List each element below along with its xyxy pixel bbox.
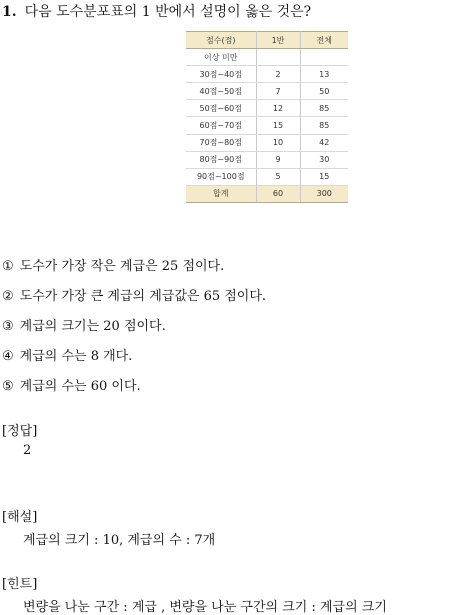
option-marker: ③ bbox=[2, 319, 14, 334]
table-row bbox=[186, 49, 348, 66]
table-header-row bbox=[186, 32, 348, 49]
table-cell: 42 bbox=[300, 134, 348, 151]
table-cell: 9 bbox=[256, 151, 300, 168]
table-cell: 90점~100점 bbox=[186, 168, 256, 185]
table-row bbox=[186, 168, 348, 185]
table-cell: 60점~70점 bbox=[186, 117, 256, 134]
hint-label: [힌트] bbox=[2, 577, 38, 592]
table-cell: 15 bbox=[300, 168, 348, 185]
table-cell bbox=[256, 49, 300, 66]
table-header-cell: 1반 bbox=[256, 32, 300, 49]
table-cell: 80점~90점 bbox=[186, 151, 256, 168]
table-row bbox=[186, 151, 348, 168]
answer-label: [정답] bbox=[2, 424, 38, 439]
table-cell: 40점~50점 bbox=[186, 83, 256, 100]
table-cell: 7 bbox=[256, 83, 300, 100]
table-cell: 85 bbox=[300, 100, 348, 117]
table-header-cell: 점수(점) bbox=[186, 32, 256, 49]
table-cell: 15 bbox=[256, 117, 300, 134]
option-text: 계급의 수는 60 이다. bbox=[19, 379, 141, 394]
table-cell: 30점~40점 bbox=[186, 66, 256, 83]
table-cell: 85 bbox=[300, 117, 348, 134]
hint-text: 변량을 나눈 구간 : 계급 , 변량을 나눈 구간의 크기 : 계급의 크기 bbox=[23, 600, 387, 615]
option-2 bbox=[2, 285, 266, 304]
frequency-table bbox=[186, 31, 348, 203]
question-number: 1. bbox=[2, 4, 17, 20]
answer-value: 2 bbox=[23, 443, 32, 458]
table-cell: 50 bbox=[300, 83, 348, 100]
table-row bbox=[186, 100, 348, 117]
table-cell: 50점~60점 bbox=[186, 100, 256, 117]
option-text: 도수가 가장 작은 계급은 25 점이다. bbox=[19, 259, 225, 274]
option-text: 계급의 수는 8 개다. bbox=[19, 349, 133, 364]
option-marker: ① bbox=[2, 259, 14, 274]
table-cell: 70점~80점 bbox=[186, 134, 256, 151]
table-header-cell: 전체 bbox=[300, 32, 348, 49]
table-footer-cell: 합계 bbox=[186, 185, 256, 202]
table-footer-row bbox=[186, 185, 348, 202]
table-row bbox=[186, 134, 348, 151]
table-cell: 2 bbox=[256, 66, 300, 83]
table-cell: 13 bbox=[300, 66, 348, 83]
option-3 bbox=[2, 315, 166, 334]
table-footer-cell: 300 bbox=[300, 185, 348, 202]
table-cell: 10 bbox=[256, 134, 300, 151]
option-marker: ⑤ bbox=[2, 379, 14, 394]
option-text: 도수가 가장 큰 계급의 계급값은 65 점이다. bbox=[19, 289, 267, 304]
table-cell: 이상 미만 bbox=[186, 49, 256, 66]
option-marker: ④ bbox=[2, 349, 14, 364]
table-cell: 5 bbox=[256, 168, 300, 185]
table-row bbox=[186, 117, 348, 134]
explanation-label: [해설] bbox=[2, 510, 38, 525]
table-cell bbox=[300, 49, 348, 66]
question-text: 다음 도수분포표의 1 반에서 설명이 옳은 것은? bbox=[24, 4, 312, 20]
table-row bbox=[186, 83, 348, 100]
option-text: 계급의 크기는 20 점이다. bbox=[19, 319, 166, 334]
option-5 bbox=[2, 375, 141, 394]
table-footer-cell: 60 bbox=[256, 185, 300, 202]
explanation-text: 계급의 크기 : 10, 계급의 수 : 7개 bbox=[23, 533, 216, 548]
option-1 bbox=[2, 255, 224, 274]
table-cell: 30 bbox=[300, 151, 348, 168]
option-4 bbox=[2, 345, 132, 364]
option-marker: ② bbox=[2, 289, 14, 304]
table-cell: 12 bbox=[256, 100, 300, 117]
table-row bbox=[186, 66, 348, 83]
question-title bbox=[2, 1, 311, 21]
